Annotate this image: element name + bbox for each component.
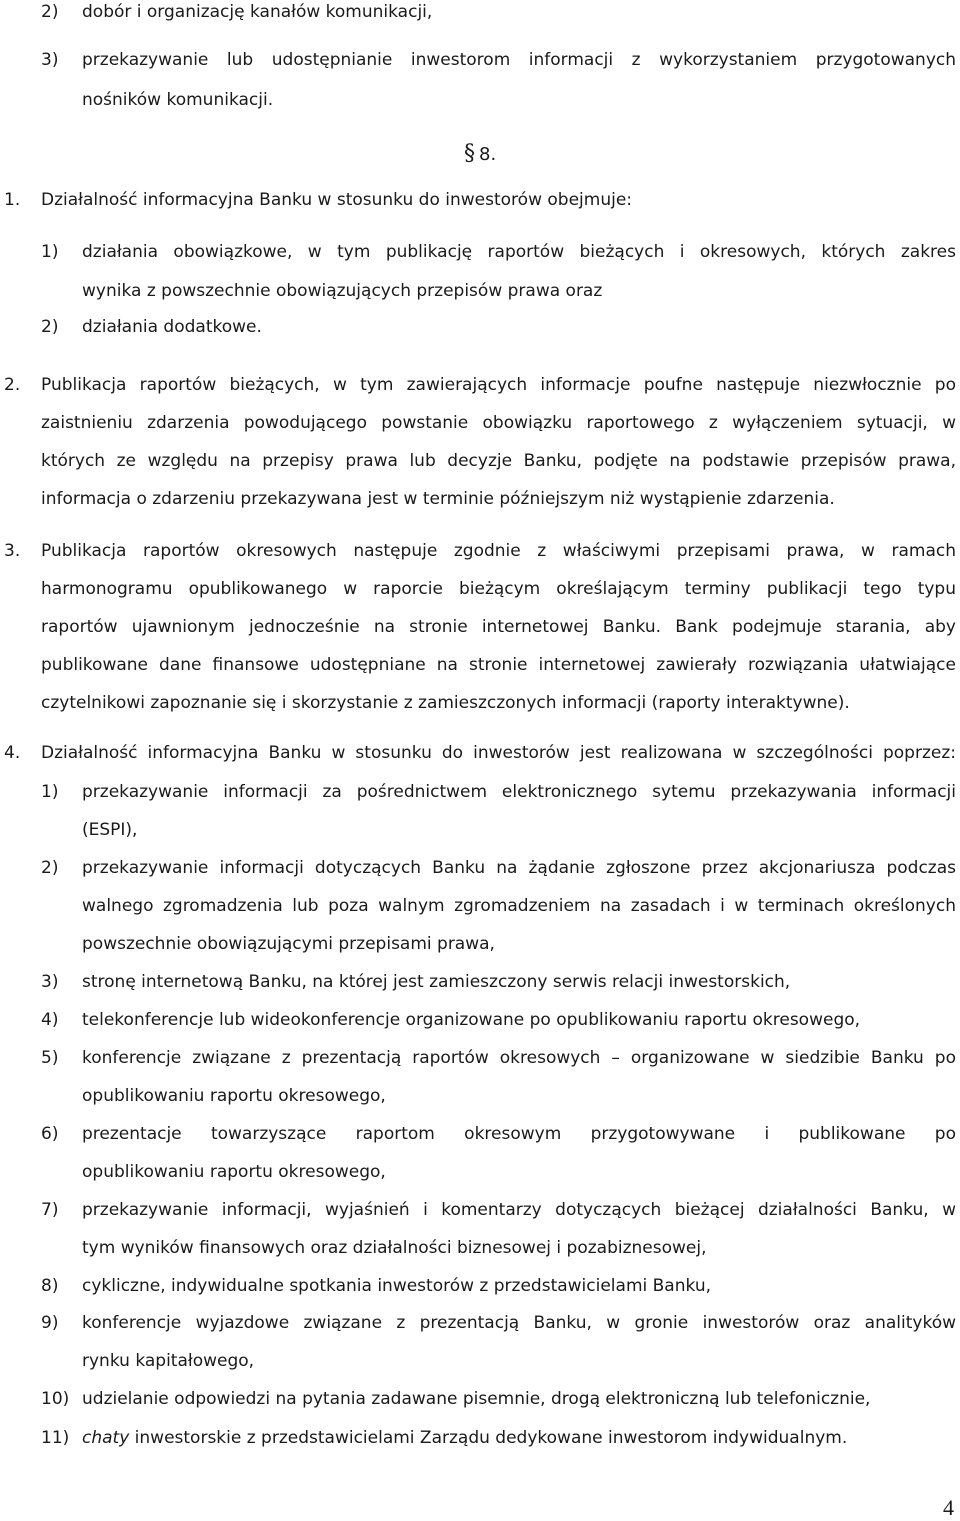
list-number: 11) (41, 1428, 70, 1448)
list-item-text: walnego zgromadzenia lub poza walnym zgromadzeniem na zasadach i w terminach określonych (82, 896, 956, 916)
paragraph-line: harmonogramu opublikowanego w raporcie bieżącym określającym terminy publikacji tego typu (41, 579, 956, 599)
paragraph-number: 3. (4, 541, 21, 561)
paragraph-line: zaistnieniu zdarzenia powodującego powstanie obowiązku raportowego z wyłączeniem sytuacji, w (41, 413, 956, 433)
paragraph-line: raportów ujawnionym jednocześnie na stronie internetowej Banku. Bank podejmuje starania, aby (41, 617, 956, 637)
list-item-text: nośników komunikacji. (82, 90, 274, 110)
list-item-text: rynku kapitałowego, (82, 1351, 255, 1371)
italic-term: chaty (82, 1428, 130, 1448)
list-number: 3) (41, 972, 59, 992)
list-item-text: przekazywanie lub udostępnianie inwestorom informacji z wykorzystaniem przygotowanych (82, 50, 956, 70)
list-item-text: cykliczne, indywidualne spotkania inwestorów z przedstawicielami Banku, (82, 1276, 711, 1296)
list-number: 7) (41, 1200, 59, 1220)
list-number: 10) (41, 1389, 70, 1409)
list-number: 1) (41, 782, 59, 802)
paragraph-text: Działalność informacyjna Banku w stosunku do inwestorów jest realizowana w szczególności poprzez: (41, 743, 956, 763)
paragraph-line: Publikacja raportów okresowych następuje zgodnie z właściwymi przepisami prawa, w ramach (41, 541, 956, 561)
paragraph-line: których ze względu na przepisy prawa lub decyzje Banku, podjęte na podstawie przepisów prawa, (41, 451, 956, 471)
paragraph-line: Publikacja raportów bieżących, w tym zawierających informacje poufne następuje niezwłocznie po (41, 375, 956, 395)
list-item-text: opublikowaniu raportu okresowego, (82, 1086, 386, 1106)
list-item-text: udzielanie odpowiedzi na pytania zadawane pisemnie, drogą elektroniczną lub telefonicznie, (82, 1389, 871, 1409)
paragraph-line: publikowane dane finansowe udostępniane na stronie internetowej zawierały rozwiązania ułatwiające (41, 655, 956, 675)
list-item-text: stronę internetową Banku, na której jest zamieszczony serwis relacji inwestorskich, (82, 972, 791, 992)
section-symbol: § (464, 141, 475, 166)
list-number: 2) (41, 2, 59, 22)
list-item-text: tym wyników finansowych oraz działalności biznesowej i pozabiznesowej, (82, 1238, 707, 1258)
list-item-text: wynika z powszechnie obowiązujących przepisów prawa oraz (82, 281, 603, 301)
list-item-text: konferencje związane z prezentacją raportów okresowych – organizowane w siedzibie Banku po (82, 1048, 956, 1068)
list-item-text: konferencje wyjazdowe związane z prezentacją Banku, w gronie inwestorów oraz analityków (82, 1313, 956, 1333)
list-item-text: powszechnie obowiązującymi przepisami prawa, (82, 934, 495, 954)
list-item-text (82, 1428, 847, 1448)
list-item-text: przekazywanie informacji za pośrednictwem elektronicznego sytemu przekazywania informacji (82, 782, 956, 802)
list-number: 8) (41, 1276, 59, 1296)
section-number: 8. (479, 144, 497, 165)
list-number: 6) (41, 1124, 59, 1144)
list-item-text: telekonferencje lub wideokonferencje organizowane po opublikowaniu raportu okresowego, (82, 1010, 861, 1030)
paragraph-line: informacja o zdarzeniu przekazywana jest w terminie późniejszym niż wystąpienie zdarzenia. (41, 489, 835, 509)
list-number: 2) (41, 858, 59, 878)
paragraph-number: 2. (4, 375, 21, 395)
section-heading (464, 141, 496, 166)
list-item-text: działania dodatkowe. (82, 317, 262, 337)
paragraph-line: czytelnikowi zapoznanie się i skorzystanie z zamieszczonych informacji (raporty interaktywne). (41, 693, 850, 713)
list-item-rest: inwestorskie z przedstawicielami Zarządu dedykowane inwestorom indywidualnym. (129, 1428, 848, 1448)
list-number: 9) (41, 1313, 59, 1333)
page-number: 4 (943, 1495, 954, 1520)
list-number: 2) (41, 317, 59, 337)
list-item-text: działania obowiązkowe, w tym publikację raportów bieżących i okresowych, których zakres (82, 242, 956, 262)
list-item-text: opublikowaniu raportu okresowego, (82, 1162, 386, 1182)
list-item-text: przekazywanie informacji, wyjaśnień i komentarzy dotyczących bieżącej działalności Banku, w (82, 1200, 956, 1220)
paragraph-number: 1. (4, 190, 21, 210)
paragraph-number: 4. (4, 743, 21, 763)
list-number: 5) (41, 1048, 59, 1068)
list-item-text: prezentacje towarzyszące raportom okresowym przygotowywane i publikowane po (82, 1124, 956, 1144)
list-item-text: (ESPI), (82, 820, 138, 840)
list-item-text: dobór i organizację kanałów komunikacji, (82, 2, 433, 22)
list-number: 3) (41, 50, 59, 70)
paragraph-text: Działalność informacyjna Banku w stosunku do inwestorów obejmuje: (41, 190, 632, 210)
list-number: 4) (41, 1010, 59, 1030)
list-number: 1) (41, 242, 59, 262)
list-item-text: przekazywanie informacji dotyczących Banku na żądanie zgłoszone przez akcjonariusza podczas (82, 858, 956, 878)
